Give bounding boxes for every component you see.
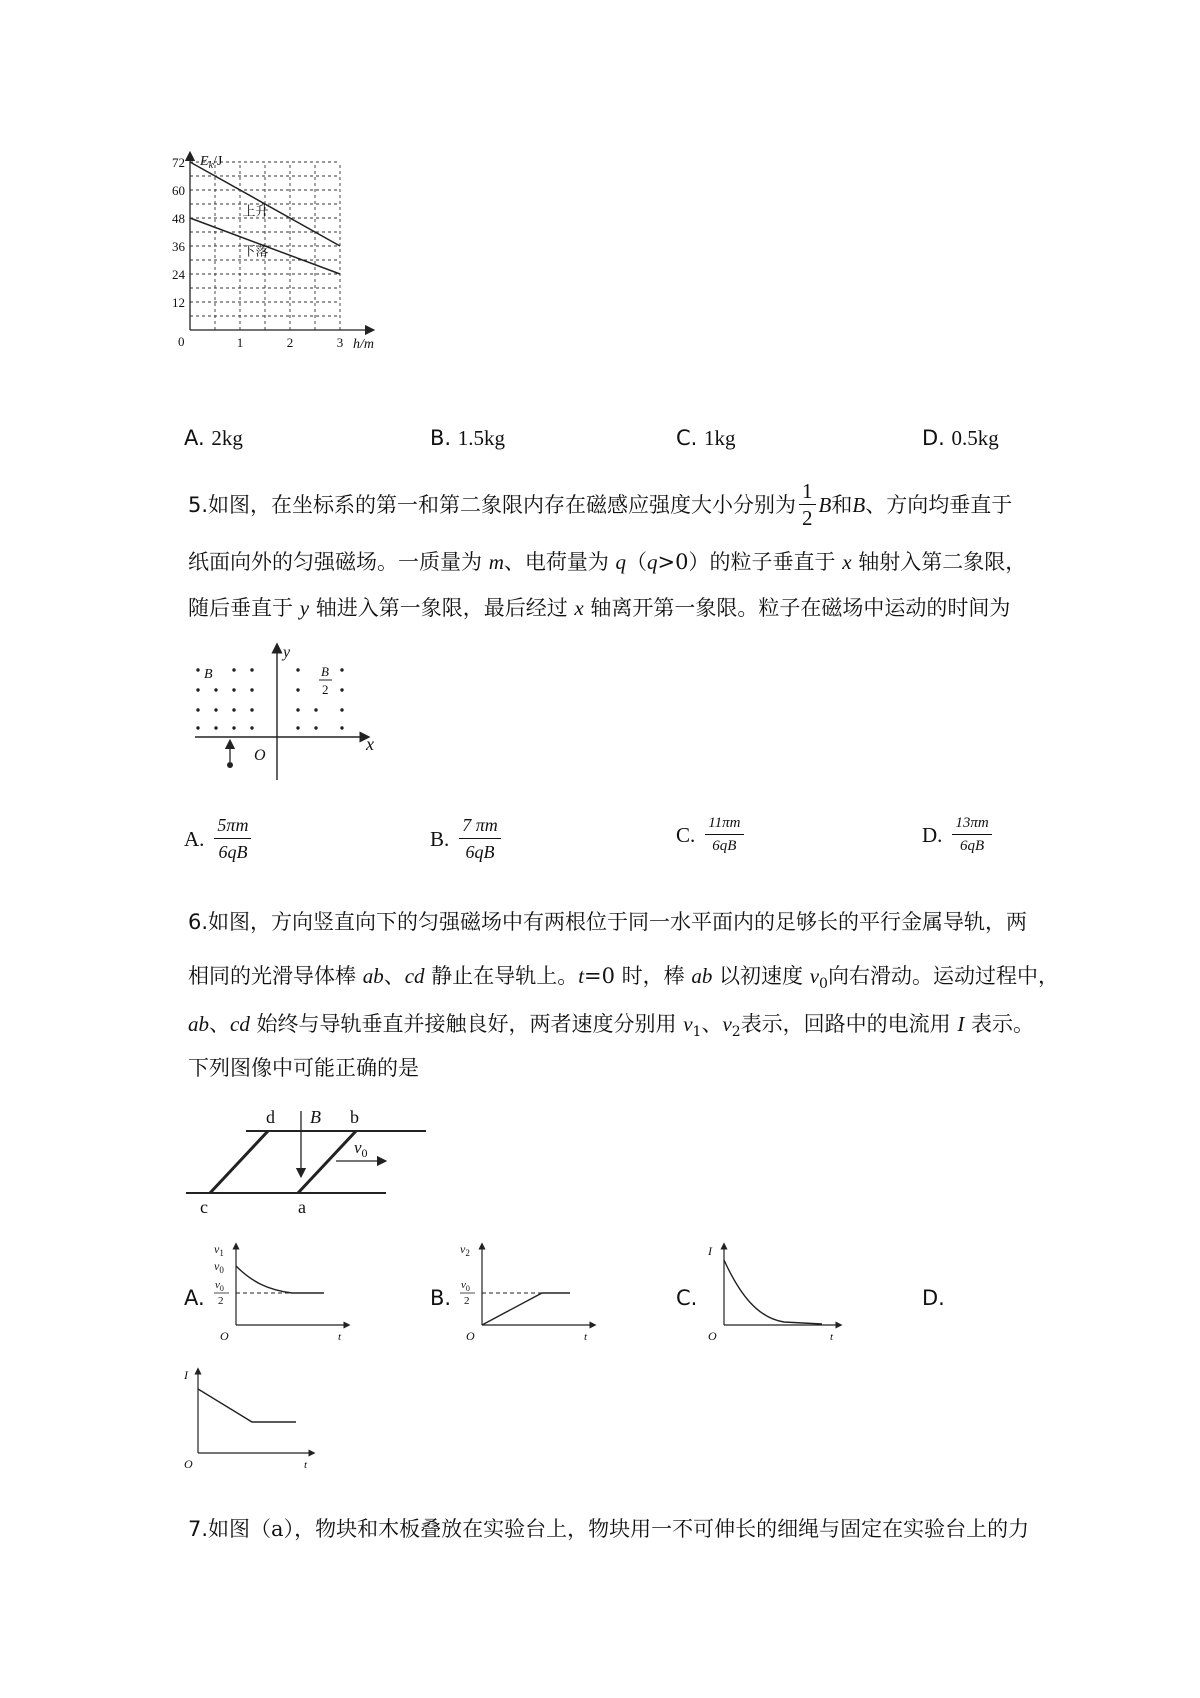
option-value: 1kg — [704, 426, 736, 450]
q6-option-b[interactable] — [430, 1240, 590, 1350]
option-letter: D. — [922, 1286, 945, 1310]
q6-rails-figure — [186, 1105, 436, 1215]
svg-text:v1: $v_1$ — [214, 1242, 224, 1258]
q4-axes — [190, 156, 370, 330]
q6-a-curve — [236, 1266, 324, 1293]
q5-label-origin: O — [254, 747, 266, 764]
q5-field-dot — [232, 688, 235, 691]
option-value: 2kg — [211, 426, 243, 450]
q5-field-dot — [340, 688, 343, 691]
q5-label-b-left: B — [204, 667, 213, 682]
option-letter: B. — [430, 826, 450, 851]
q5-field-dot — [196, 668, 199, 671]
svg-text:v0: $v_0$ — [214, 1259, 224, 1275]
q5-field-dot — [250, 668, 253, 671]
svg-text:2: 2 — [464, 1295, 470, 1307]
q6-rod-ab — [298, 1131, 356, 1193]
svg-text:v0: $v_0$ — [461, 1279, 470, 1293]
q5-field-dot — [214, 688, 217, 691]
q5-field-dot — [340, 726, 343, 729]
q6-label-b-field: B — [310, 1107, 321, 1127]
q5-field-dot — [340, 668, 343, 671]
q4-series-label-rise: 上升 — [242, 203, 269, 219]
svg-text:v2: $v_2$ — [460, 1242, 470, 1258]
q6-line-4: 下列图像中可能正确的是 — [188, 1056, 419, 1080]
q4-option-b[interactable] — [430, 428, 505, 449]
q5-line-2: 纸面向外的匀强磁场。一质量为 m、电荷量为 q（q>0）的粒子垂直于 x 轴射入第二象限， — [188, 550, 1027, 574]
q5-line-1: 5. 如图，在坐标系的第一和第二象限内存在磁感应强度大小分别为 $\frac{1}{2}$ B 和 B 、方向均垂直于 — [188, 479, 1013, 530]
q5-field-dot — [214, 726, 217, 729]
q4-xtick-label: 3 — [336, 335, 344, 350]
q6-option-d[interactable] — [922, 1240, 982, 1310]
q6-option-c[interactable] — [676, 1240, 836, 1350]
q5-label-b-right-den: 2 — [322, 682, 329, 697]
option-letter: A. — [184, 826, 205, 851]
q6-label-a: a — [298, 1197, 306, 1215]
svg-text:O: O — [184, 1457, 193, 1470]
q5-particle — [227, 762, 233, 768]
q4-ytick-label: 24 — [172, 267, 185, 282]
option-fraction: $\frac{11\pi m}{6qB}$ — [705, 815, 743, 855]
q6-label-b: b — [350, 1107, 359, 1127]
q5-field-dot — [250, 688, 253, 691]
option-fraction: $\frac{5\pi m}{6qB}$ — [214, 815, 251, 863]
q6-c-curve — [724, 1260, 822, 1324]
q5-field-dot — [232, 726, 235, 729]
q4-ytick-label: 12 — [172, 295, 185, 310]
q6-line-2: 相同的光滑导体棒 ab、cd 静止在导轨上。t=0 时，棒 ab 以初速度 $v_0$向右滑动。运动过程中， — [188, 964, 1059, 993]
option-letter: C. — [676, 426, 698, 450]
q5-field-dot — [314, 726, 317, 729]
q5-field-dot — [296, 688, 299, 691]
q4-xtick-label: 1 — [236, 335, 244, 350]
q5-field-dot — [340, 708, 343, 711]
option-letter: A. — [184, 426, 205, 450]
svg-text:t: t — [830, 1331, 834, 1343]
q5-field-dot — [314, 708, 317, 711]
q5-option-c[interactable] — [676, 815, 744, 855]
q7-line-1: 7.如图（a），物块和木板叠放在实验台上，物块用一不可伸长的细绳与固定在实验台上的力 — [188, 1517, 1030, 1541]
q4-origin-label: 0 — [178, 334, 185, 349]
svg-text:v0: $v_0$ — [215, 1279, 224, 1293]
q6-number: 6. — [188, 910, 209, 934]
q7-number: 7. — [188, 1517, 209, 1541]
q4-option-d[interactable] — [922, 428, 999, 449]
q6-graph-d — [180, 1365, 320, 1470]
q6-label-c: c — [200, 1197, 208, 1215]
svg-text:O: O — [466, 1329, 475, 1343]
q5-fraction-half: $\frac{1}{2}$ — [799, 481, 816, 529]
q4-ytick-label: 72 — [172, 155, 185, 170]
q4-ylabel: $E_k/J$ — [200, 154, 223, 171]
q6-label-d: d — [266, 1107, 275, 1127]
option-letter: D. — [922, 822, 943, 847]
q5-number: 5. — [188, 492, 209, 517]
option-letter: C. — [676, 1286, 698, 1310]
q5-field-dot — [296, 708, 299, 711]
q4-series-label-fall: 下落 — [242, 243, 269, 259]
option-letter: C. — [676, 822, 696, 847]
q4-ytick-label: 36 — [172, 239, 185, 254]
q5-label-y: y — [283, 644, 291, 661]
q5-field-dot — [296, 726, 299, 729]
q5-line-3: 随后垂直于 y 轴进入第一象限，最后经过 x 轴离开第一象限。粒子在磁场中运动的时间为 — [188, 596, 1011, 620]
option-fraction: $\frac{13\pi m}{6qB}$ — [952, 815, 991, 855]
svg-text:t: t — [304, 1459, 308, 1470]
q6-b-curve — [482, 1293, 570, 1325]
q6-graph-b — [458, 1240, 598, 1345]
svg-text:O: O — [708, 1329, 717, 1343]
svg-text:t: t — [338, 1331, 342, 1343]
q6-graph-c — [704, 1240, 844, 1345]
q5-label-x: x — [366, 734, 374, 754]
q6-graph-a — [212, 1240, 352, 1345]
svg-text:I: I — [708, 1244, 712, 1258]
q5-label-b-right-num: B — [321, 664, 329, 679]
q5-option-a[interactable] — [184, 815, 251, 863]
q5-field-dot — [196, 708, 199, 711]
q4-option-c[interactable] — [676, 428, 736, 449]
q4-option-a[interactable] — [184, 428, 243, 449]
svg-text:I: I — [184, 1368, 188, 1382]
q5-field-dot — [232, 708, 235, 711]
q4-ytick-label: 60 — [172, 183, 185, 198]
svg-text:t: t — [584, 1331, 588, 1343]
q5-field-dot — [196, 726, 199, 729]
q6-label-v0: $v_0$ — [354, 1138, 368, 1160]
q5-option-b[interactable] — [430, 815, 501, 863]
option-letter: B. — [430, 1286, 452, 1310]
q5-field-dot — [232, 668, 235, 671]
option-letter: B. — [430, 426, 452, 450]
q6-line-3: ab、cd 始终与导轨垂直并接触良好，两者速度分别用 $v_1$、$v_2$表示，回路中的电流用 I 表示。 — [188, 1012, 1035, 1041]
q6-line-1: 6.如图，方向竖直向下的匀强磁场中有两根位于同一水平面内的足够长的平行金属导轨，两 — [188, 910, 1028, 934]
q5-magnetic-field-figure — [190, 640, 380, 780]
q5-text: 如图，在坐标系的第一和第二象限内存在磁感应强度大小分别为 — [208, 492, 797, 517]
q5-field-dot — [196, 688, 199, 691]
q6-option-a[interactable] — [184, 1240, 344, 1350]
option-letter: A. — [184, 1286, 205, 1310]
q6-rod-cd — [210, 1131, 268, 1193]
svg-text:2: 2 — [218, 1295, 224, 1307]
q5-field-dot — [296, 668, 299, 671]
option-fraction: $\frac{7 \pi m}{6qB}$ — [459, 815, 501, 863]
q4-xtick-label: 2 — [286, 335, 294, 350]
option-value: 0.5kg — [951, 426, 999, 450]
q5-field-dot — [214, 708, 217, 711]
q5-field-dot — [250, 726, 253, 729]
option-letter: D. — [922, 426, 945, 450]
option-value: 1.5kg — [457, 426, 506, 450]
q5-field-dot — [250, 708, 253, 711]
svg-text:O: O — [220, 1329, 229, 1343]
q4-ytick-label: 48 — [172, 211, 185, 226]
q4-ek-h-chart — [160, 148, 400, 388]
q6-d-curve — [198, 1389, 296, 1422]
q4-xlabel: h/m — [353, 337, 374, 352]
q5-option-d[interactable] — [922, 815, 992, 855]
